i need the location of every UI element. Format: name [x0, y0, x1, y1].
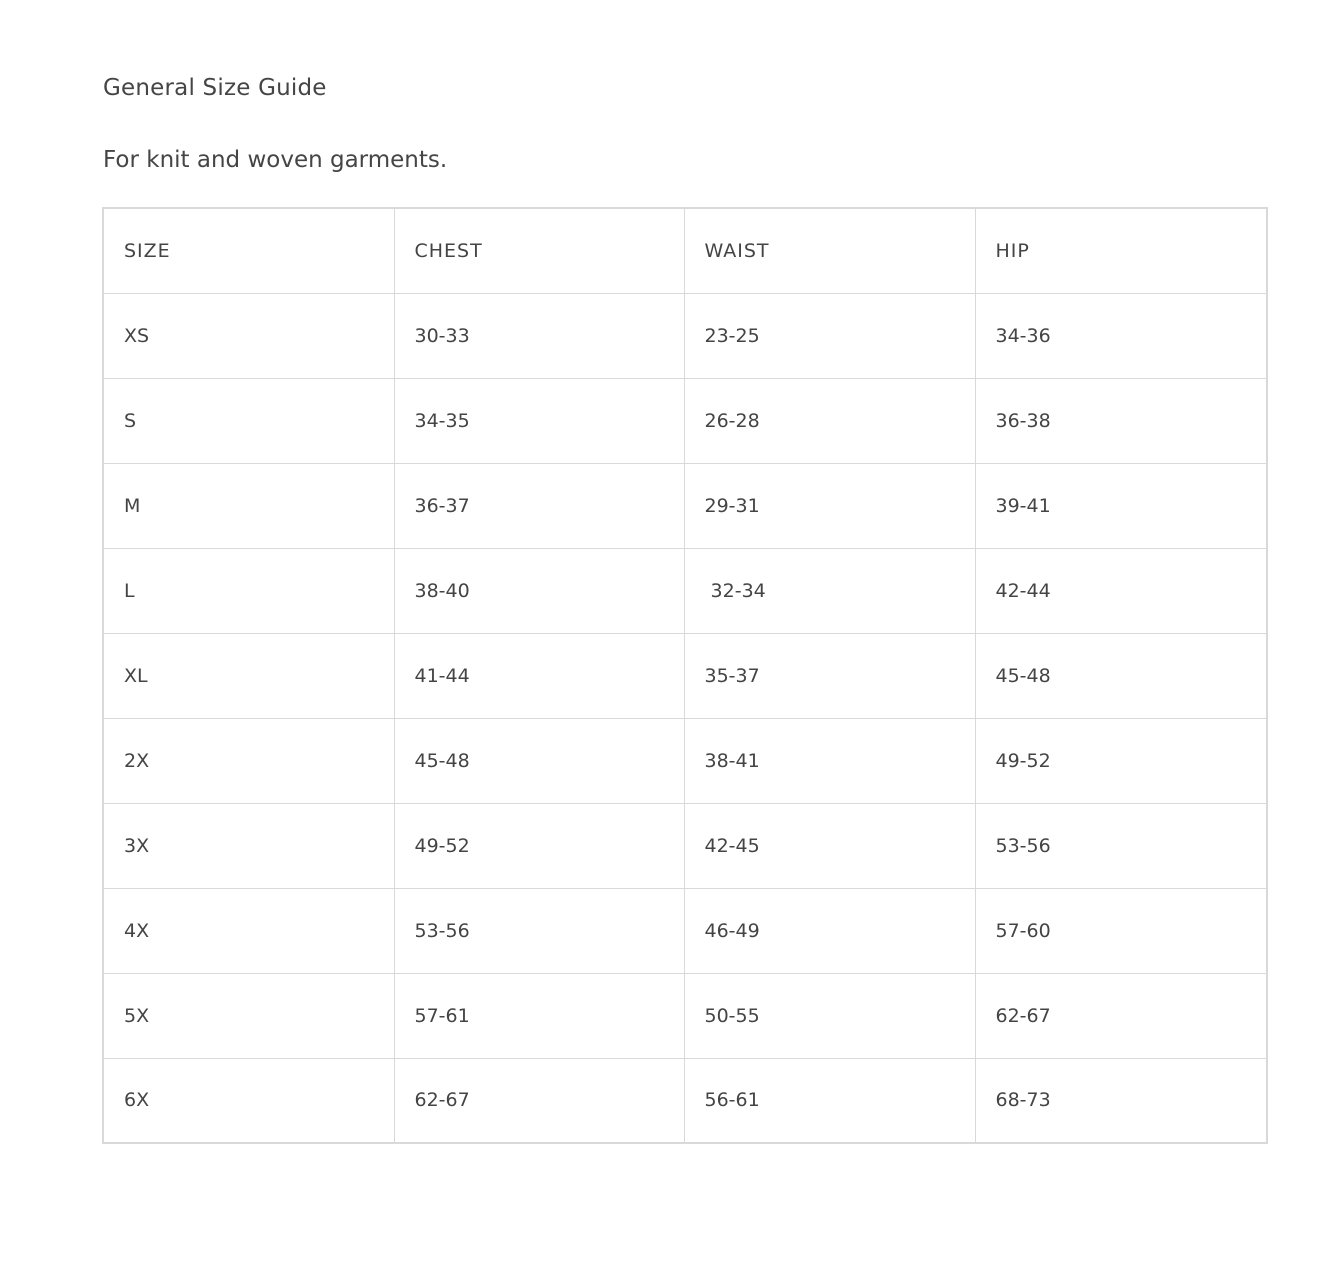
size-cell: M	[103, 463, 394, 548]
waist-cell: 32-34	[684, 548, 975, 633]
hip-cell: 39-41	[975, 463, 1267, 548]
table-row	[103, 973, 1267, 1058]
table-row	[103, 633, 1267, 718]
size-cell: 5X	[103, 973, 394, 1058]
chest-cell: 36-37	[394, 463, 684, 548]
waist-cell: 35-37	[684, 633, 975, 718]
header-hip: HIP	[975, 208, 1267, 293]
waist-cell: 50-55	[684, 973, 975, 1058]
table-row	[103, 718, 1267, 803]
waist-cell: 23-25	[684, 293, 975, 378]
size-cell: XL	[103, 633, 394, 718]
hip-cell: 57-60	[975, 888, 1267, 973]
size-cell: XS	[103, 293, 394, 378]
size-cell: 4X	[103, 888, 394, 973]
table-row	[103, 888, 1267, 973]
table-row	[103, 293, 1267, 378]
size-cell: 3X	[103, 803, 394, 888]
page-subtitle: For knit and woven garments.	[103, 147, 448, 173]
header-chest: CHEST	[394, 208, 684, 293]
hip-cell: 49-52	[975, 718, 1267, 803]
waist-cell: 56-61	[684, 1058, 975, 1143]
waist-cell: 26-28	[684, 378, 975, 463]
header-size: SIZE	[103, 208, 394, 293]
chest-cell: 45-48	[394, 718, 684, 803]
table-row	[103, 803, 1267, 888]
waist-cell: 29-31	[684, 463, 975, 548]
chest-cell: 30-33	[394, 293, 684, 378]
hip-cell: 42-44	[975, 548, 1267, 633]
chest-cell: 38-40	[394, 548, 684, 633]
size-cell: 6X	[103, 1058, 394, 1143]
table-row	[103, 463, 1267, 548]
chest-cell: 53-56	[394, 888, 684, 973]
header-waist: WAIST	[684, 208, 975, 293]
size-cell: L	[103, 548, 394, 633]
waist-cell: 42-45	[684, 803, 975, 888]
chest-cell: 41-44	[394, 633, 684, 718]
table-header-row	[103, 208, 1267, 293]
chest-cell: 62-67	[394, 1058, 684, 1143]
size-guide-table	[102, 207, 1268, 1144]
chest-cell: 34-35	[394, 378, 684, 463]
size-cell: 2X	[103, 718, 394, 803]
hip-cell: 45-48	[975, 633, 1267, 718]
table-row	[103, 548, 1267, 633]
hip-cell: 53-56	[975, 803, 1267, 888]
table-row	[103, 378, 1267, 463]
chest-cell: 57-61	[394, 973, 684, 1058]
hip-cell: 36-38	[975, 378, 1267, 463]
hip-cell: 62-67	[975, 973, 1267, 1058]
waist-cell: 38-41	[684, 718, 975, 803]
hip-cell: 68-73	[975, 1058, 1267, 1143]
hip-cell: 34-36	[975, 293, 1267, 378]
waist-cell: 46-49	[684, 888, 975, 973]
size-cell: S	[103, 378, 394, 463]
chest-cell: 49-52	[394, 803, 684, 888]
table-row	[103, 1058, 1267, 1143]
page-title: General Size Guide	[103, 75, 327, 101]
